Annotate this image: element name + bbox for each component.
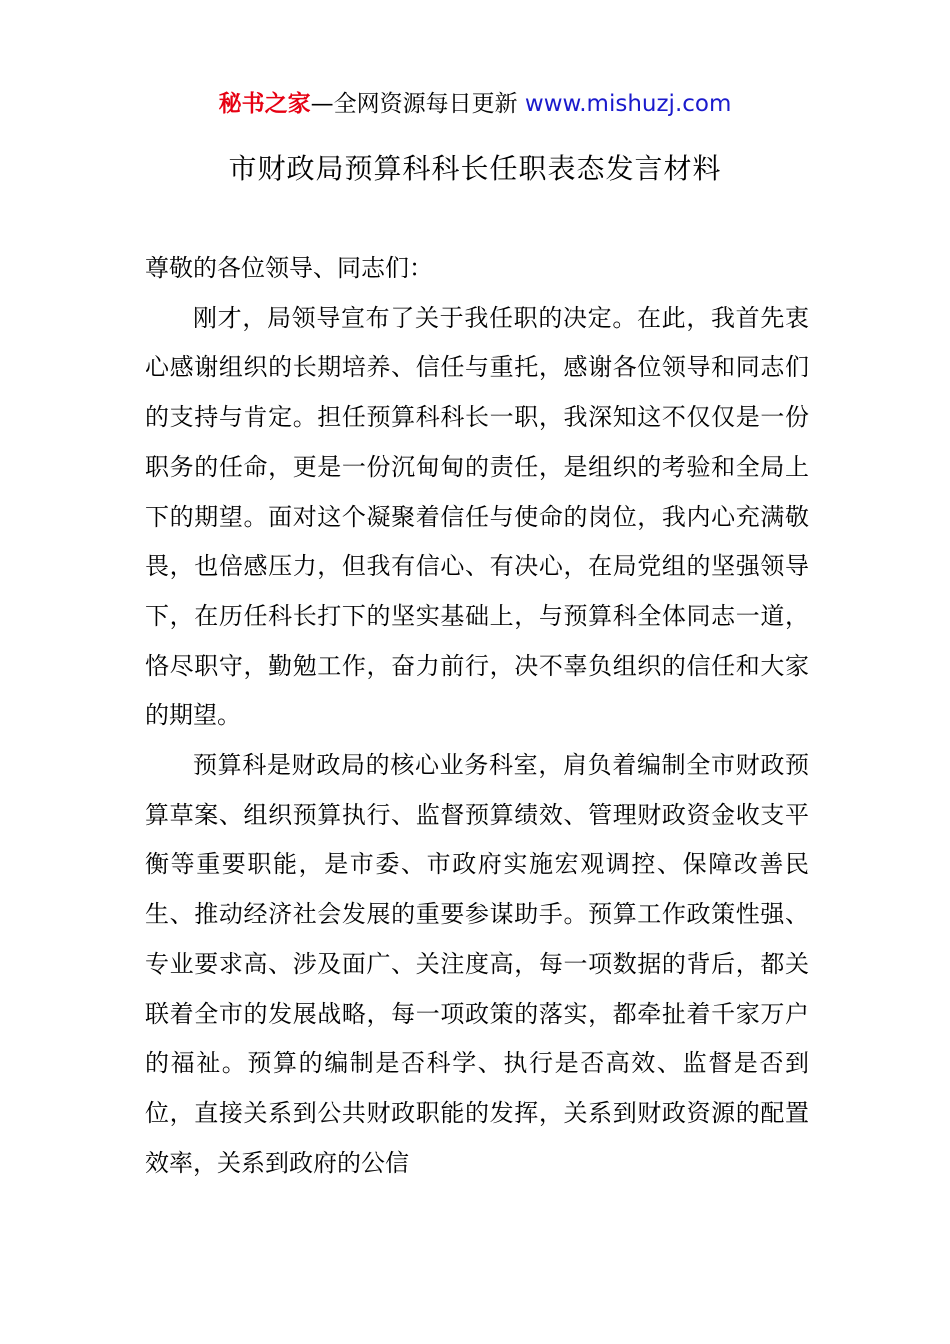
site-tagline: —全网资源每日更新 <box>310 91 525 117</box>
paragraph-1: 刚才，局领导宣布了关于我任职的决定。在此，我首先衷心感谢组织的长期培养、信任与重托，感谢各位领导和同志们的支持与肯定。担任预算科科长一职，我深知这不仅仅是一份职务的任命，更是一份沉甸甸的责任，是组织的考验和全局上下的期望。面对这个凝聚着信任与使命的岗位，我内心充满敬畏，也倍感压力，但我有信心、有决心，在局党组的坚强领导下，在历任科长打下的坚实基础上，与预算科全体同志一道，恪尽职守，勤勉工作，奋力前行，决不辜负组织的信任和大家的期望。 <box>145 303 809 730</box>
paragraph-2: 预算科是财政局的核心业务科室，肩负着编制全市财政预算草案、组织预算执行、监督预算绩效、管理财政资金收支平衡等重要职能，是市委、市政府实施宏观调控、保障改善民生、推动经济社会发展的重要参谋助手。预算工作政策性强、专业要求高、涉及面广、关注度高，每一项数据的背后，都关联着全市的发展战略，每一项政策的落实，都牵扯着千家万户的福祉。预算的编制是否科学、执行是否高效、监督是否到位，直接关系到公共财政职能的发挥，关系到财政资源的配置效率，关系到政府的公信 <box>145 751 809 1177</box>
site-url-link[interactable]: www.mishuzj.com <box>524 91 732 117</box>
salutation: 尊敬的各位领导、同志们： <box>145 254 433 282</box>
site-header <box>0 86 950 122</box>
document-body <box>145 244 809 1188</box>
document-title: 市财政局预算科科长任职表态发言材料 <box>228 152 722 185</box>
site-brand: 秘书之家 <box>218 91 311 117</box>
